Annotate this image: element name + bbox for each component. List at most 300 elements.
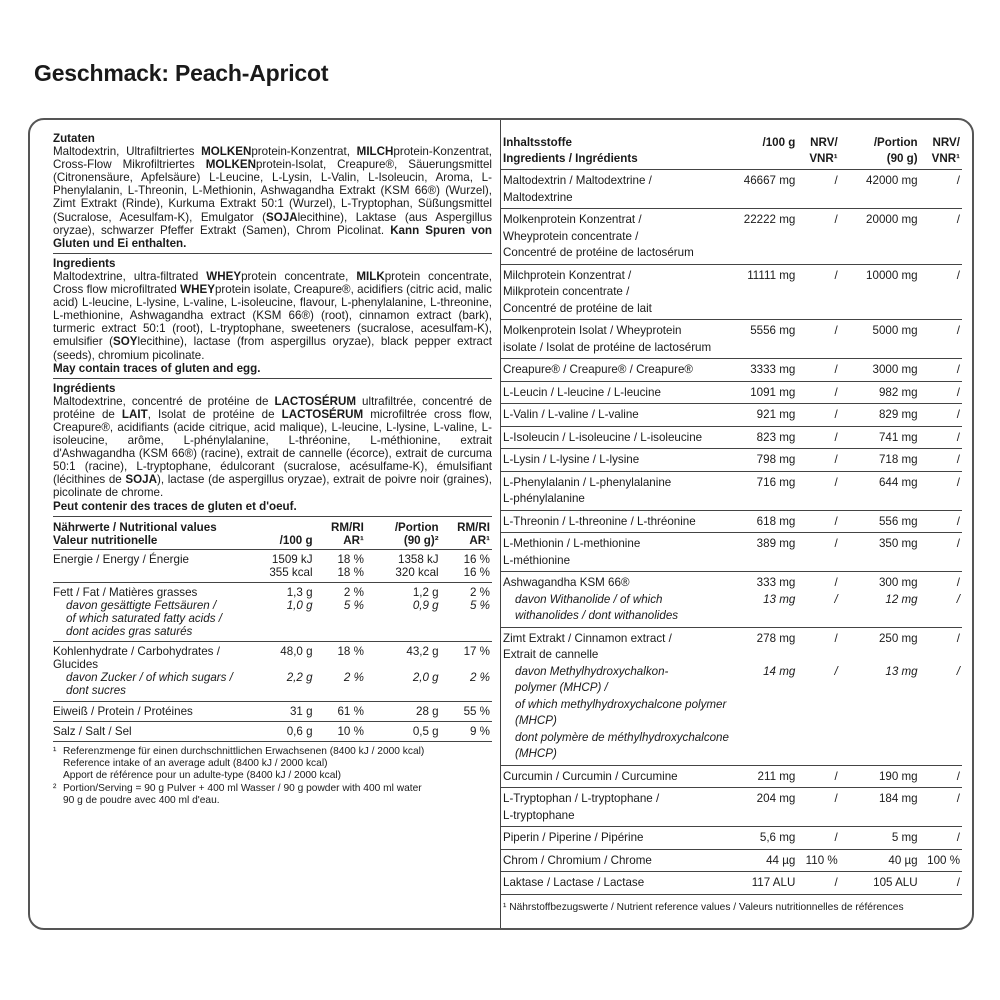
ingredient-text: protein concentrate, — [241, 269, 357, 283]
nutrient-per100 — [259, 701, 315, 721]
ingredient-value: 190 mg — [878, 769, 918, 783]
ingredient-value: / — [956, 475, 960, 489]
ingredient-name-line: Molkenprotein Isolat / Wheyprotein — [503, 324, 682, 337]
ingredient-value: / — [834, 385, 838, 399]
ingredient-value: 3333 mg — [750, 363, 796, 376]
nutrient-value — [441, 658, 490, 671]
ingredient-nrv1 — [797, 449, 839, 472]
ingredient-col-portion — [840, 132, 920, 170]
nutrition-table-body — [53, 549, 492, 741]
nutrient-value: 1509 kJ — [271, 552, 313, 566]
ingredient-value: / — [834, 537, 838, 550]
ingredient-name — [501, 170, 732, 209]
ingredient-portion — [840, 264, 920, 320]
ingredient-name-line: Chrom / Chromium / Chrome — [503, 853, 652, 867]
ingredient-name — [501, 765, 732, 788]
page-title: Geschmack: Peach-Apricot — [34, 60, 329, 86]
ingredient-value: / — [956, 408, 960, 421]
ingredient-nrv2 — [920, 170, 962, 209]
ingredient-value: / — [956, 324, 960, 337]
ingredient-nrv2 — [920, 404, 962, 427]
header-line: VNR¹ — [809, 152, 838, 165]
header-line: AR¹ — [343, 533, 364, 547]
nutrient-value: 16 % — [463, 565, 490, 579]
ingredient-row — [501, 264, 962, 320]
ingredient-value: / — [956, 174, 960, 187]
section-heading: Ingrédients — [53, 378, 492, 395]
nutrient-value: 1,0 g — [286, 598, 313, 612]
nutrient-name — [53, 701, 259, 721]
ingredient-value: 278 mg — [756, 631, 796, 645]
nutrient-subname: of which saturated fatty acids / — [66, 612, 222, 625]
nutrient-value: 31 g — [289, 704, 313, 718]
ingredient-name-line: Curcumin / Curcumin / Curcumine — [503, 769, 678, 783]
ingredient-per100 — [732, 471, 798, 510]
ingredient-portion — [840, 627, 920, 765]
ingredient-value: 5,6 mg — [759, 831, 796, 844]
nutrient-value: 61 % — [337, 704, 364, 718]
ingredient-per100 — [732, 404, 798, 427]
ingredient-name — [501, 510, 732, 533]
nutrient-value: 43,2 g — [406, 645, 439, 659]
ingredient-value: / — [834, 408, 838, 421]
ingredient-name-line: Milkprotein concentrate / — [503, 285, 630, 298]
allergen-text: MOLKEN — [205, 158, 256, 172]
nutrient-value: 0,9 g — [412, 598, 439, 612]
ingredient-nrv2 — [920, 320, 962, 359]
allergen-text: WHEY — [206, 269, 242, 283]
ingredient-nrv1 — [797, 510, 839, 533]
ingredient-name — [501, 381, 732, 404]
ingredient-row — [501, 381, 962, 404]
ingredient-per100 — [732, 381, 798, 404]
ingredient-name-line: L-tryptophane — [503, 808, 575, 822]
ingredient-value: 5556 mg — [750, 324, 796, 337]
ingredient-per100 — [732, 788, 798, 827]
ingredient-value: 211 mg — [757, 769, 796, 783]
allergen-warning: May contain traces of gluten and egg. — [53, 361, 261, 375]
ingredient-per100 — [732, 765, 798, 788]
ingredient-per100 — [732, 572, 798, 628]
ingredient-subname: davon Methylhydroxychalkon- — [515, 664, 669, 678]
nutrient-value: 55 % — [463, 704, 490, 718]
ingredient-table-header — [501, 132, 962, 170]
nutrient-name-line: Salz / Salt / Sel — [53, 724, 132, 738]
ingredient-value: 22222 mg — [743, 213, 796, 226]
ingredient-value: / — [834, 592, 838, 606]
nutrient-per100 — [259, 721, 315, 741]
ingredient-value: / — [834, 664, 838, 678]
header-line: RM/RI — [457, 520, 490, 534]
ingredient-value: / — [956, 592, 960, 606]
ingredient-value: 3000 mg — [872, 363, 918, 376]
ingredient-name-line: Laktase / Lactase / Lactase — [503, 876, 645, 889]
ingredient-value: 982 mg — [878, 385, 918, 399]
ingredient-row — [501, 449, 962, 472]
ingredient-value: / — [834, 876, 838, 889]
ingredient-nrv1 — [797, 827, 839, 850]
ingredient-per100 — [732, 359, 798, 382]
ingredient-text: ultrafiltrée, concentré de protéine de — [53, 394, 492, 421]
ingredient-nrv1 — [797, 872, 839, 895]
nutrient-value: 16 % — [463, 552, 490, 566]
ingredient-subname: davon Withanolide / of which — [515, 592, 663, 606]
ingredient-value: / — [956, 363, 960, 376]
ingredient-value: / — [834, 324, 838, 337]
nutrient-value: 2 % — [470, 585, 490, 599]
nutrient-name — [53, 582, 259, 641]
nutrient-value — [366, 658, 439, 671]
nutrient-value: 2 % — [343, 585, 364, 599]
ingredient-text: Maltodextrine, concentré de protéine de — [53, 394, 275, 408]
nutrition-col-ri1 — [315, 516, 366, 549]
nutrient-subname: davon gesättigte Fettsäuren / — [66, 598, 217, 612]
ingredient-nrv2 — [920, 426, 962, 449]
allergen-text: Kann Spuren von Gluten und Ei enthalten. — [53, 223, 492, 250]
ingredient-value: / — [956, 576, 960, 589]
nutrient-value: 2 % — [343, 671, 364, 685]
ingredient-nrv2 — [920, 449, 962, 472]
ingredient-row — [501, 359, 962, 382]
ingredient-name-line: isolate / Isolat de protéine de lactosérum — [503, 340, 712, 354]
ingredient-value: 718 mg — [878, 453, 918, 466]
header-line: NRV/ — [932, 136, 960, 149]
ingredient-value: / — [834, 268, 838, 282]
ingredient-value — [797, 647, 837, 664]
ingredient-text: Maltodextrin, Ultrafiltriertes — [53, 145, 202, 159]
nutrient-per100 — [259, 642, 315, 701]
ingredient-portion — [840, 765, 920, 788]
section-heading: Ingredients — [53, 253, 492, 270]
ingredient-portion — [840, 170, 920, 209]
allergen-text: MOLKEN — [201, 145, 252, 159]
ingredient-value: / — [956, 453, 960, 466]
ingredient-text: protein concentrate, Cross flow microfiltrated — [53, 269, 492, 297]
ingredient-nrv1 — [797, 209, 839, 265]
nutrition-col-ri2 — [441, 516, 492, 549]
nutrient-portion — [366, 721, 441, 741]
ingredient-amounts-table — [501, 132, 962, 895]
ingredient-text: protein-Konzentrat, — [251, 145, 357, 159]
nutrient-ri1 — [315, 721, 366, 741]
nutrient-value: 2,2 g — [286, 671, 313, 685]
nutrient-value: 1,3 g — [286, 585, 313, 599]
ingredient-portion — [840, 209, 920, 265]
nutrition-row — [53, 642, 492, 701]
ingredient-name-line: L-Methionin / L-methionine — [503, 537, 641, 550]
nutrient-name — [53, 721, 259, 741]
nutrient-value: 0,6 g — [286, 724, 313, 738]
ingredient-value: 12 mg — [885, 592, 918, 606]
ingredient-row — [501, 788, 962, 827]
ingredient-nrv1 — [797, 788, 839, 827]
ingredients-column — [30, 120, 500, 928]
ingredient-nrv2 — [920, 533, 962, 572]
ingredient-per100 — [732, 849, 798, 872]
ingredient-value: 13 mg — [763, 592, 796, 606]
ingredient-per100 — [732, 510, 798, 533]
footnote-mark: ² — [53, 783, 57, 795]
nutrient-value: 9 % — [470, 724, 490, 738]
ingredient-nrv1 — [797, 765, 839, 788]
nutrient-name — [53, 549, 259, 582]
header-line: AR¹ — [469, 533, 490, 547]
ingredient-col-nrv2 — [920, 132, 962, 170]
footnote-mark: ¹ — [53, 745, 57, 757]
ingredient-value: 44 µg — [766, 853, 796, 867]
nutrition-row — [53, 721, 492, 741]
ingredient-subname: polymer (MHCP) / — [515, 681, 608, 694]
nutrient-per100 — [259, 549, 315, 582]
ingredient-value: / — [834, 576, 838, 589]
ingredient-nrv1 — [797, 572, 839, 628]
ingredient-name-line: Milchprotein Konzentrat / — [503, 268, 632, 282]
ingredient-value: / — [956, 430, 960, 444]
ingredient-value: 556 mg — [878, 514, 918, 528]
ingredient-name-line: Zimt Extrakt / Cinnamon extract / — [503, 631, 672, 645]
nutrient-name-line: Eiweiß / Protein / Protéines — [53, 704, 193, 718]
ingredient-nrv2 — [920, 872, 962, 895]
ingredient-value: / — [956, 831, 960, 844]
ingredient-nrv2 — [920, 627, 962, 765]
nutrient-per100 — [259, 582, 315, 641]
ingredient-row — [501, 827, 962, 850]
ingredient-name-line: Concentré de protéine de lait — [503, 301, 652, 315]
allergen-text: LAIT — [121, 407, 148, 421]
ingredient-per100 — [732, 170, 798, 209]
ingredient-name-line: Piperin / Piperine / Pipérine — [503, 831, 644, 844]
header-line: Inhaltsstoffe — [503, 136, 572, 149]
ingredient-value: / — [834, 174, 838, 187]
ingredient-portion — [840, 320, 920, 359]
nutrient-subname: dont acides gras saturés — [66, 625, 193, 639]
ingredient-text: Maltodextrine, ultra-filtrated — [53, 269, 207, 283]
header-line: RM/RI — [331, 520, 364, 534]
footnote-line: 90 g de poudre avec 400 ml d'eau. — [63, 795, 220, 807]
ingredient-nrv2 — [920, 471, 962, 510]
ingredient-nrv2 — [920, 572, 962, 628]
ingredient-value: / — [834, 514, 838, 528]
ingredient-value: 5000 mg — [872, 324, 918, 337]
nutrient-value: 18 % — [337, 552, 364, 566]
nutrient-value: 355 kcal — [269, 565, 313, 579]
ingredient-value — [732, 647, 796, 664]
ingredient-name — [501, 788, 732, 827]
header-line: /Portion — [394, 520, 439, 534]
ingredient-value: 823 mg — [756, 430, 796, 444]
ingredient-value: 105 ALU — [873, 876, 918, 889]
ingredient-row — [501, 426, 962, 449]
nutrient-value: 18 % — [337, 645, 364, 659]
allergen-text: LACTOSÉRUM — [274, 394, 357, 408]
ingredient-value: 184 mg — [878, 792, 918, 805]
nutrient-name-line: Energie / Energy / Énergie — [53, 552, 189, 566]
ingredient-name-line: L-Threonin / L-threonine / L-thréonine — [503, 514, 696, 528]
nutrition-row — [53, 549, 492, 582]
ingredient-portion — [840, 827, 920, 850]
nutrient-portion — [366, 549, 441, 582]
ingredient-name-line: L-Isoleucin / L-isoleucine / L-isoleucine — [503, 430, 703, 444]
ingredient-per100 — [732, 209, 798, 265]
ingredient-name — [501, 471, 732, 510]
ingredient-sections — [53, 132, 492, 513]
ingredient-list — [53, 270, 492, 362]
ingredient-nrv2 — [920, 264, 962, 320]
ingredient-portion — [840, 471, 920, 510]
ingredient-name — [501, 827, 732, 850]
ingredient-name-line: Maltodextrine — [503, 190, 573, 204]
ingredient-name-line: Maltodextrin / Maltodextrine / — [503, 174, 652, 187]
nutrient-subname: dont sucres — [66, 684, 126, 698]
ingredient-name-line: L-méthionine — [503, 553, 571, 567]
ingredient-name-line: L-Lysin / L-lysine / L-lysine — [503, 453, 640, 466]
ingredient-row — [501, 572, 962, 628]
ingredient-row — [501, 849, 962, 872]
nutrient-ri2 — [441, 642, 492, 701]
ingredient-value: 300 mg — [878, 576, 918, 589]
allergen-text: MILCH — [356, 145, 394, 159]
ingredient-portion — [840, 359, 920, 382]
ingredient-value: / — [956, 664, 960, 678]
nutrient-value: 28 g — [416, 704, 439, 718]
footnote — [53, 783, 492, 807]
ingredient-value: 117 ALU — [751, 876, 796, 889]
nutrient-value: 17 % — [463, 645, 490, 659]
ingredient-value: 14 mg — [763, 664, 796, 678]
footnote-line: Reference intake of an average adult (8400 kJ / 2000 kcal) — [63, 757, 328, 769]
ingredient-value: 741 mg — [878, 430, 918, 444]
ingredient-name-line: Concentré de protéine de lactosérum — [503, 246, 694, 259]
ingredient-portion — [840, 381, 920, 404]
nutrient-portion — [366, 701, 441, 721]
nutrition-col-portion — [366, 516, 441, 549]
ingredient-value: 5 mg — [891, 831, 918, 844]
ingredient-nrv1 — [797, 381, 839, 404]
ingredient-value: / — [956, 213, 960, 226]
ingredient-list — [53, 145, 492, 250]
ingredient-portion — [840, 572, 920, 628]
ingredient-portion — [840, 788, 920, 827]
nutrient-subname: davon Zucker / of which sugars / — [66, 671, 233, 685]
ingredient-value: 1091 mg — [750, 385, 796, 399]
ingredient-nrv2 — [920, 827, 962, 850]
section-heading: Zutaten — [53, 132, 95, 145]
ingredient-name-line: L-Leucin / L-leucine / L-leucine — [503, 385, 661, 399]
ingredient-subname: of which methylhydroxychalcone polymer (MHCP) — [515, 697, 727, 727]
ingredient-text: lecithine), Laktase (aus Aspergillus oryzae), schwarzer Pfeffer Extrakt (Samen), Chrom Picolinat. — [53, 210, 492, 237]
ingredient-nrv2 — [920, 510, 962, 533]
ingredient-value: / — [956, 514, 960, 528]
ingredient-value: / — [956, 385, 960, 399]
nutrient-ri1 — [315, 701, 366, 721]
ingredient-value: 11111 mg — [747, 268, 796, 282]
ingredient-nrv1 — [797, 359, 839, 382]
ingredient-per100 — [732, 426, 798, 449]
ingredient-list — [53, 395, 492, 500]
ingredient-value: / — [834, 363, 838, 376]
ingredient-portion — [840, 426, 920, 449]
header-line: Valeur nutritionelle — [53, 533, 158, 547]
allergen-text: SOJA — [266, 210, 298, 224]
footnote-text — [63, 746, 424, 782]
ingredient-per100 — [732, 320, 798, 359]
nutrition-col-name — [53, 516, 259, 549]
footnote-text — [63, 783, 422, 807]
ingredient-value: / — [956, 792, 960, 805]
header-line: /Portion — [873, 136, 918, 149]
ingredient-nrv2 — [920, 209, 962, 265]
header-line: VNR¹ — [931, 152, 960, 165]
ingredient-name-line: Ashwagandha KSM 66® — [503, 576, 630, 589]
footnote-line: Portion/Serving = 90 g Pulver + 400 ml Wasser / 90 g powder with 400 ml water — [63, 783, 422, 795]
nutrient-ri2 — [441, 701, 492, 721]
ingredient-value: 798 mg — [756, 453, 796, 466]
ingredient-nrv2 — [920, 788, 962, 827]
ingredient-nrv1 — [797, 627, 839, 765]
allergen-text: SOY — [113, 335, 138, 349]
ingredient-value: / — [834, 430, 838, 444]
nutrient-portion — [366, 582, 441, 641]
ingredient-row — [501, 765, 962, 788]
ingredient-value: 333 mg — [756, 576, 796, 589]
ingredient-value: 204 mg — [756, 792, 796, 805]
ingredient-value: / — [834, 475, 838, 489]
ingredient-name-line: Creapure® / Creapure® / Creapure® — [503, 363, 693, 376]
nutrient-value: 5 % — [470, 598, 490, 612]
ingredient-per100 — [732, 627, 798, 765]
ingredient-text: protein isolate, Creapure®, acidifiers (citric acid, malic acid) L-leucine, L-lysine, L-valine, L-isoleucine, flavour, L-phenylalanine, L-threonine, L-methionine, Ashwagandha extract (KSM 66®) (root), cinnamon extract (bark), turmeric extract 50:1 (root), L-tryptophane, sweeteners (sucralose, acesulfam-K), emulsifier ( — [53, 283, 492, 349]
ingredient-amounts-column — [500, 120, 974, 928]
ingredient-name — [501, 449, 732, 472]
nutrient-value — [259, 658, 313, 671]
nutrient-ri2 — [441, 582, 492, 641]
nutrient-name — [53, 642, 259, 701]
ingredient-value: / — [834, 831, 838, 844]
ingredient-value: / — [834, 453, 838, 466]
allergen-text: SOJA — [125, 473, 157, 487]
footnote — [53, 746, 492, 782]
ingredient-row — [501, 510, 962, 533]
footnote-line: Apport de référence pour un adulte-type (8400 kJ / 2000 kcal) — [63, 769, 342, 781]
nutrient-value: 48,0 g — [280, 645, 313, 659]
ingredient-row — [501, 404, 962, 427]
ingredient-value — [920, 647, 960, 664]
ingredient-nrv1 — [797, 404, 839, 427]
ingredient-name-line: Molkenprotein Konzentrat / — [503, 213, 642, 226]
allergen-text: MILK — [356, 269, 385, 283]
ingredient-name-line: L-Tryptophan / L-tryptophane / — [503, 792, 660, 805]
ingredient-value: 716 mg — [756, 475, 796, 489]
ingredient-row — [501, 471, 962, 510]
ingredient-value: 644 mg — [878, 475, 918, 489]
allergen-text: WHEY — [180, 283, 215, 297]
allergen-text: LACTOSÉRUM — [281, 407, 364, 421]
ingredient-value: / — [956, 769, 960, 783]
ingredient-nrv1 — [797, 426, 839, 449]
ingredient-portion — [840, 449, 920, 472]
ingredient-value: 20000 mg — [866, 213, 918, 226]
nutrient-value: 1,2 g — [412, 585, 439, 599]
ingredient-nrv1 — [797, 471, 839, 510]
ingredient-portion — [840, 510, 920, 533]
ingredient-portion — [840, 404, 920, 427]
ingredient-name-line: L-Phenylalanin / L-phenylalanine — [503, 475, 672, 489]
ingredient-value: / — [956, 631, 960, 645]
ingredient-row — [501, 170, 962, 209]
ingredient-value: 42000 mg — [866, 174, 918, 187]
header-line: Ingredients / Ingrédients — [503, 152, 638, 165]
ingredient-nrv1 — [797, 533, 839, 572]
